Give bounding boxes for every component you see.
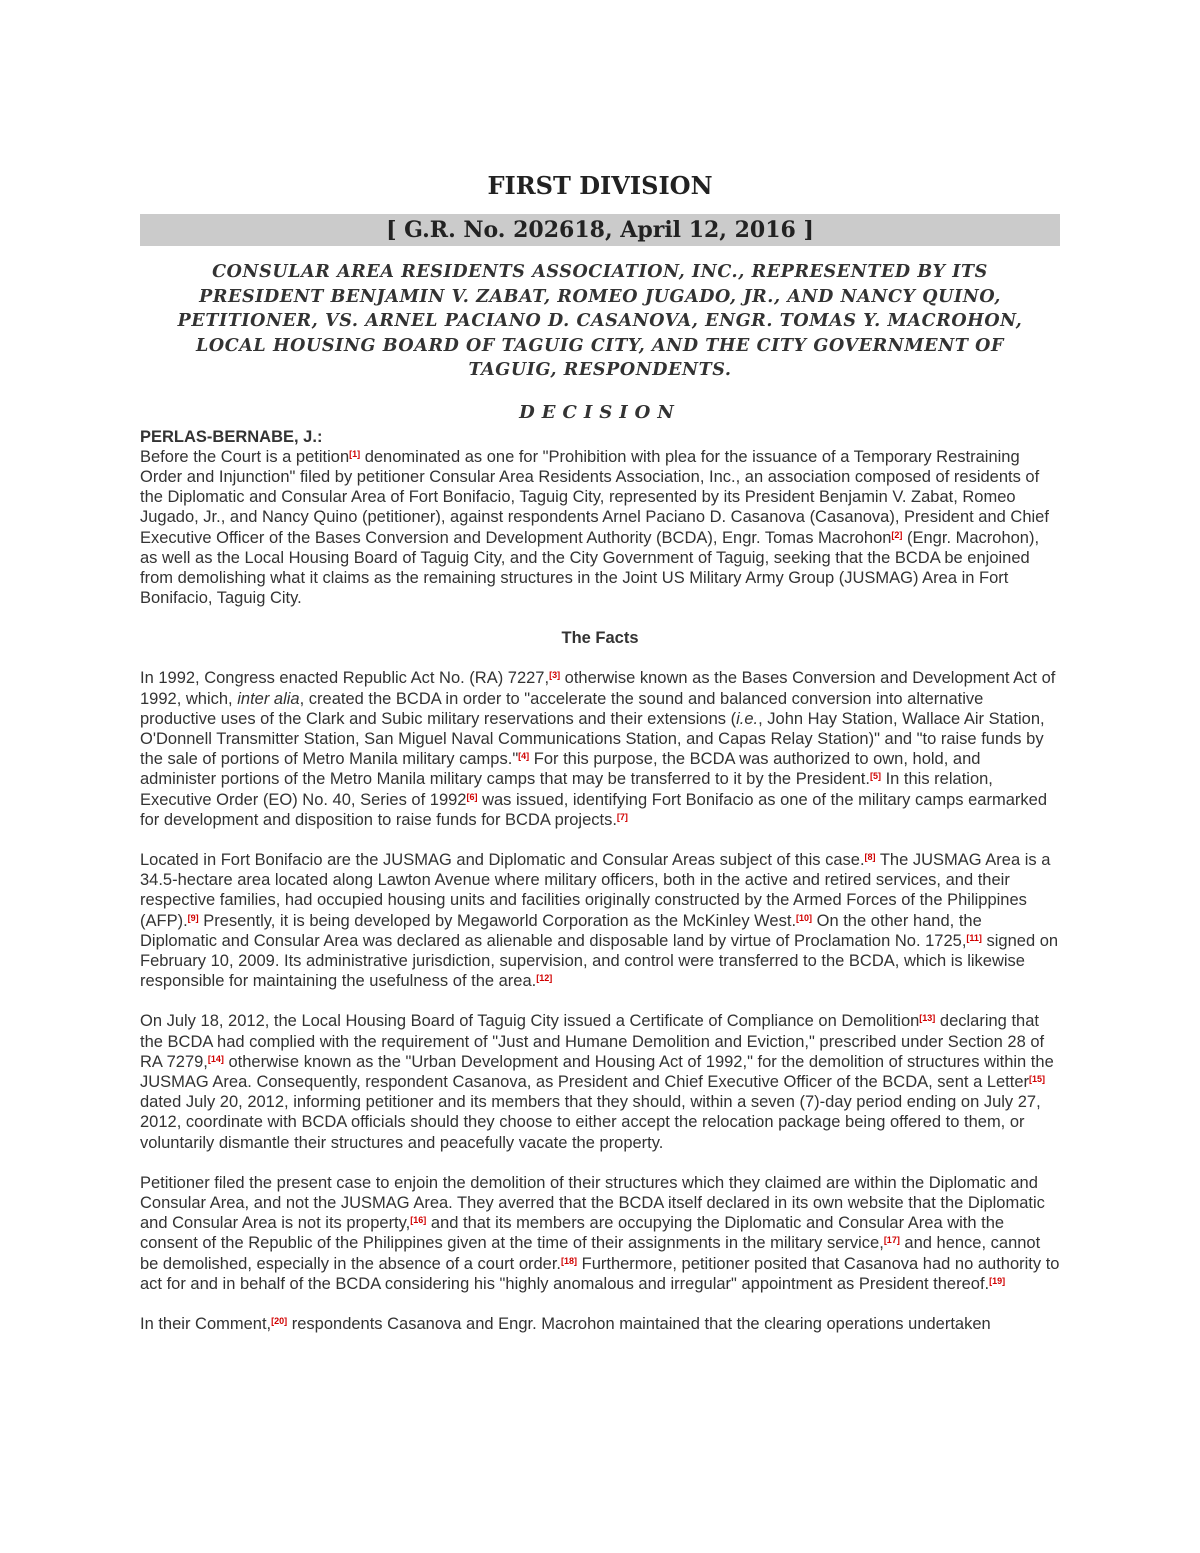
footnote-link[interactable]: [14]: [207, 1053, 224, 1064]
text-run: For this purpose, the BCDA was authorized to own, hold, and administer portions of the Metro Manila military camps that may be transferred to it by the President.: [140, 750, 981, 789]
paragraph-facts-1: [140, 668, 1060, 830]
paragraph-facts-2: [140, 850, 1060, 991]
text-run: On the other hand, the Diplomatic and Consular Area was declared as alienable and disposable land by virtue of Proclamation No. 1725,: [140, 911, 982, 950]
footnote-link[interactable]: [6]: [466, 791, 478, 802]
text-run: dated July 20, 2012, informing petitioner and its members that they should, within a seven (7)-day period ending on July 27, 2012, coordinate with BCDA officials should they choose to either accept the relocation package being offered to them, or voluntarily dismantle their structures and peacefully vacate the property.: [140, 1093, 1041, 1152]
facts-heading: The Facts: [561, 629, 639, 648]
footnote-link[interactable]: [16]: [410, 1215, 427, 1226]
paragraph-facts-4: [140, 1173, 1060, 1294]
footnote-link[interactable]: [4]: [518, 751, 530, 762]
text-run: Presently, it is being developed by Megaworld Corporation as the McKinley West.: [198, 911, 797, 930]
italic-text: inter alia: [237, 689, 300, 708]
footnote-link[interactable]: [3]: [549, 670, 561, 681]
document-page: [140, 170, 1060, 1354]
text-run: On July 18, 2012, the Local Housing Board of Taguig City issued a Certificate of Compliance on Demolition: [140, 1012, 920, 1031]
footnote-link[interactable]: [8]: [864, 851, 876, 862]
text-run: Furthermore, petitioner posited that Casanova had no authority to act for and in behalf of the BCDA considering his "highly anomalous and irregular" appointment as President thereof.: [140, 1254, 1060, 1293]
text-run: declaring that the BCDA had complied with the requirement of "Just and Humane Demolition and Eviction," prescribed under Section 28 of RA 7279,: [140, 1012, 1045, 1071]
text-run: In their Comment,: [140, 1315, 272, 1334]
paragraph-intro: [140, 447, 1060, 609]
text-run: Located in Fort Bonifacio are the JUSMAG and Diplomatic and Consular Areas subject of this case.: [140, 850, 865, 869]
text-run: otherwise known as the Bases Conversion and Development Act of 1992, which,: [140, 669, 1056, 708]
footnote-link[interactable]: [10]: [796, 912, 813, 923]
text-run: and hence, cannot be demolished, especially in the absence of a court order.: [140, 1234, 1041, 1273]
text-run: In 1992, Congress enacted Republic Act No. (RA) 7227,: [140, 669, 550, 688]
text-run: otherwise known as the "Urban Development and Housing Act of 1992," for the demolition of structures within the JUSMAG Area. Consequently, respondent Casanova, as President and Chief Executive Officer of the BCDA, sent a Letter: [140, 1052, 1054, 1091]
text-run: and that its members are occupying the Diplomatic and Consular Area with the consent of the Republic of the Philippines given at the time of their assignments in the military service,: [140, 1214, 1005, 1253]
footnote-link[interactable]: [11]: [966, 932, 982, 943]
footnote-link[interactable]: [18]: [561, 1255, 578, 1266]
ponente: PERLAS-BERNABE, J.:: [140, 427, 323, 446]
footnote-link[interactable]: [1]: [349, 448, 361, 459]
footnote-link[interactable]: [20]: [271, 1316, 288, 1327]
case-number-bar: [ G.R. No. 202618, April 12, 2016 ]: [140, 214, 1060, 246]
footnote-link[interactable]: [15]: [1029, 1073, 1046, 1084]
paragraph-facts-5: [140, 1314, 1060, 1334]
footnote-link[interactable]: [13]: [919, 1013, 936, 1024]
case-parties: CONSULAR AREA RESIDENTS ASSOCIATION, INC., REPRESENTED BY ITS PRESIDENT BENJAMIN V. ZABAT, ROMEO JUGADO, JR., AND NANCY QUINO, PETITIONER, VS. ARNEL PACIANO D. CASANOVA, ENGR. TOMAS Y. MACROHON, LOCAL HOUSING BOARD OF TAGUIG CITY, AND THE CITY GOVERNMENT OF TAGUIG, RESPONDENTS.: [177, 262, 1023, 380]
text-run: signed on February 10, 2009. Its administrative jurisdiction, supervision, and control were transferred to the BCDA, which is likewise responsible for maintaining the usefulness of the area.: [140, 931, 1059, 991]
division-heading: FIRST DIVISION: [487, 171, 713, 200]
text-run: Before the Court is a petition: [140, 447, 350, 466]
text-run: , created the BCDA in order to "accelerate the sound and balanced conversion into alternative productive uses of the Clark and Subic military reservations and their extensions (: [140, 689, 984, 728]
text-run: respondents Casanova and Engr. Macrohon maintained that the clearing operations undertaken: [287, 1315, 991, 1334]
footnote-link[interactable]: [17]: [883, 1235, 900, 1246]
footnote-link[interactable]: [19]: [989, 1275, 1006, 1286]
decision-label: DECISION: [519, 401, 681, 423]
italic-text: i.e.: [736, 709, 759, 728]
text-run: was issued, identifying Fort Bonifacio as one of the military camps earmarked for development and disposition to raise funds for BCDA projects.: [140, 790, 1047, 829]
text-run: The JUSMAG Area is a 34.5-hectare area located along Lawton Avenue where military officers, both in the active and retired services, and their respective families, had occupied housing units and facilities originally constructed by the Armed Forces of the Philippines (AFP).: [140, 850, 1051, 930]
text-run: Petitioner filed the present case to enjoin the demolition of their structures which they claimed are within the Diplomatic and Consular Area, and not the JUSMAG Area. They averred that the BCDA itself declared in its own website that the Diplomatic and Consular Area is not its property,: [140, 1173, 1045, 1233]
footnote-link[interactable]: [5]: [869, 771, 881, 782]
text-run: , John Hay Station, Wallace Air Station, O'Donnell Transmitter Station, San Miguel Naval Communications Station, and Capas Relay Station)" and "to raise funds by the sale of portions of Metro Manila military camps.": [140, 709, 1045, 769]
footnote-link[interactable]: [12]: [536, 973, 553, 984]
text-run: (Engr. Macrohon), as well as the Local Housing Board of Taguig City, and the City Government of Taguig, seeking that the BCDA be enjoined from demolishing what it claims as the remaining structures in the Joint US Military Army Group (JUSMAG) Area in Fort Bonifacio, Taguig City.: [140, 528, 1040, 608]
text-run: denominated as one for "Prohibition with plea for the issuance of a Temporary Restraining Order and Injunction" filed by petitioner Consular Area Residents Association, Inc., an association composed of residents of the Diplomatic and Consular Area of Fort Bonifacio, Taguig City, represented by its President Benjamin V. Zabat, Romeo Jugado, Jr., and Nancy Quino (petitioner), against respondents Arnel Paciano D. Casanova (Casanova), President and Chief Executive Officer of the Bases Conversion and Development Authority (BCDA), Engr. Tomas Macrohon: [140, 447, 1049, 547]
footnote-link[interactable]: [9]: [187, 912, 199, 923]
footnote-link[interactable]: [7]: [616, 811, 628, 822]
footnote-link[interactable]: [2]: [891, 529, 903, 540]
paragraph-facts-3: [140, 1011, 1060, 1152]
text-run: In this relation, Executive Order (EO) No. 40, Series of 1992: [140, 770, 993, 809]
